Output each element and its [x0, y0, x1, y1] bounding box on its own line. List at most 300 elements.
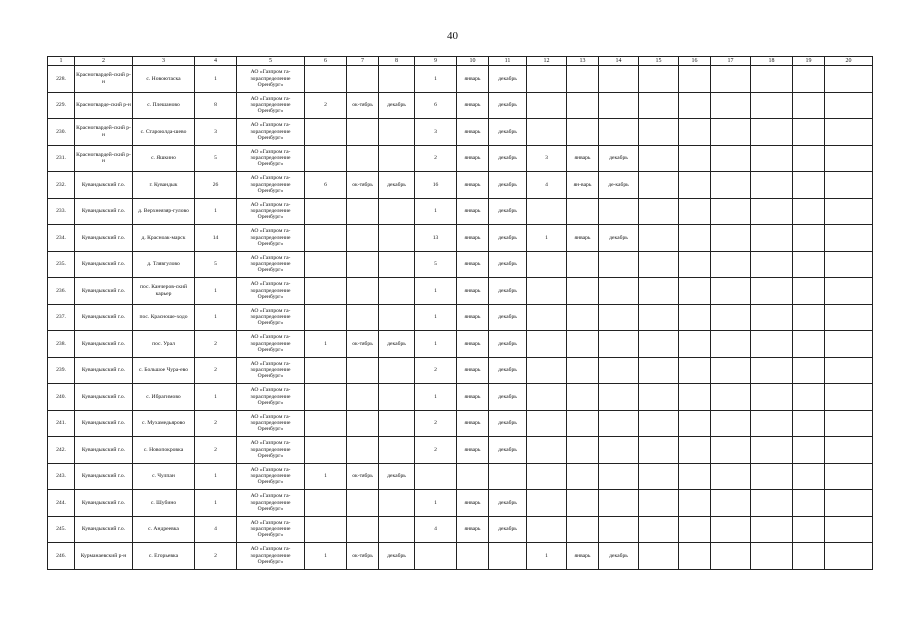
- table-cell: АО «Газпром га-зораспределение Оренбург»: [237, 304, 305, 331]
- table-cell: декабрь: [489, 66, 527, 93]
- column-number: 19: [793, 57, 825, 66]
- table-cell: [379, 119, 415, 146]
- table-cell: [527, 357, 567, 384]
- table-cell: [793, 543, 825, 570]
- table-cell: 2: [415, 410, 457, 437]
- table-cell: [793, 410, 825, 437]
- table-cell: [639, 490, 679, 517]
- column-number: 13: [567, 57, 599, 66]
- table-cell: 246.: [48, 543, 75, 570]
- table-row: [48, 410, 873, 437]
- table-cell: с. Староюлда-шево: [133, 119, 195, 146]
- table-cell: АО «Газпром га-зораспределение Оренбург»: [237, 251, 305, 278]
- table-cell: [639, 119, 679, 146]
- table-cell: [711, 172, 751, 199]
- table-cell: декабрь: [379, 543, 415, 570]
- column-number: 8: [379, 57, 415, 66]
- table-cell: АО «Газпром га-зораспределение Оренбург»: [237, 66, 305, 93]
- table-cell: [711, 92, 751, 119]
- table-cell: [379, 357, 415, 384]
- table-cell: [751, 278, 793, 305]
- table-cell: [679, 410, 711, 437]
- table-cell: [527, 304, 567, 331]
- table-cell: январь: [457, 145, 489, 172]
- table-cell: январь: [567, 145, 599, 172]
- table-cell: [599, 119, 639, 146]
- table-cell: январь: [457, 66, 489, 93]
- table-cell: [527, 463, 567, 490]
- table-cell: 241.: [48, 410, 75, 437]
- table-cell: [751, 463, 793, 490]
- table-cell: [711, 331, 751, 358]
- table-cell: 2: [415, 437, 457, 464]
- column-number: 20: [825, 57, 873, 66]
- table-cell: декабрь: [489, 145, 527, 172]
- table-cell: [793, 225, 825, 252]
- table-cell: [711, 463, 751, 490]
- table-cell: [679, 490, 711, 517]
- table-cell: [347, 304, 379, 331]
- table-row: [48, 66, 873, 93]
- table-cell: [347, 437, 379, 464]
- table-cell: [793, 198, 825, 225]
- table-row: [48, 331, 873, 358]
- table-cell: январь: [457, 384, 489, 411]
- table-cell: [347, 198, 379, 225]
- column-number-row: [48, 57, 873, 66]
- table-cell: [599, 92, 639, 119]
- table-cell: [825, 251, 873, 278]
- table-cell: [793, 357, 825, 384]
- table-cell: Кувандыкский г.о.: [75, 384, 133, 411]
- table-cell: [527, 66, 567, 93]
- column-number: 2: [75, 57, 133, 66]
- column-number: 15: [639, 57, 679, 66]
- column-number: 3: [133, 57, 195, 66]
- table-cell: [711, 437, 751, 464]
- table-cell: [793, 384, 825, 411]
- table-cell: 245.: [48, 516, 75, 543]
- table-cell: Кувандыкский г.о.: [75, 172, 133, 199]
- table-cell: с. Чулпан: [133, 463, 195, 490]
- table-cell: [527, 516, 567, 543]
- table-cell: АО «Газпром га-зораспределение Оренбург»: [237, 516, 305, 543]
- table-cell: [711, 357, 751, 384]
- table-cell: с. Новопокровка: [133, 437, 195, 464]
- table-cell: 5: [195, 145, 237, 172]
- table-cell: с. Большое Чура-ево: [133, 357, 195, 384]
- table-cell: [793, 251, 825, 278]
- table-cell: АО «Газпром га-зораспределение Оренбург»: [237, 119, 305, 146]
- table-cell: [305, 384, 347, 411]
- table-cell: Кувандыкский г.о.: [75, 331, 133, 358]
- table-cell: [347, 251, 379, 278]
- table-row: [48, 490, 873, 517]
- table-cell: декабрь: [489, 172, 527, 199]
- table-cell: [825, 463, 873, 490]
- table-cell: [527, 92, 567, 119]
- table-cell: 1: [527, 543, 567, 570]
- table-cell: [599, 198, 639, 225]
- table-row: [48, 278, 873, 305]
- table-cell: АО «Газпром га-зораспределение Оренбург»: [237, 384, 305, 411]
- table-cell: [679, 543, 711, 570]
- table-cell: [751, 251, 793, 278]
- table-cell: [305, 198, 347, 225]
- table-cell: г. Кувандык: [133, 172, 195, 199]
- table-cell: 14: [195, 225, 237, 252]
- table-cell: Кувандыкский г.о.: [75, 251, 133, 278]
- column-number: 12: [527, 57, 567, 66]
- table-cell: [527, 278, 567, 305]
- table-cell: [347, 410, 379, 437]
- table-cell: [305, 251, 347, 278]
- table-cell: декабрь: [379, 172, 415, 199]
- table-cell: [639, 543, 679, 570]
- column-number: 4: [195, 57, 237, 66]
- table-cell: 2: [195, 437, 237, 464]
- table-cell: [305, 225, 347, 252]
- table-cell: [567, 490, 599, 517]
- table-cell: 1: [195, 463, 237, 490]
- table-cell: 229.: [48, 92, 75, 119]
- table-cell: декабрь: [489, 384, 527, 411]
- table-cell: январь: [457, 437, 489, 464]
- table-cell: 3: [415, 119, 457, 146]
- table-cell: [711, 304, 751, 331]
- table-row: [48, 198, 873, 225]
- table-cell: [305, 119, 347, 146]
- table-cell: [639, 357, 679, 384]
- table-cell: [679, 463, 711, 490]
- table-cell: [527, 198, 567, 225]
- table-cell: [825, 278, 873, 305]
- table-cell: Кувандыкский г.о.: [75, 278, 133, 305]
- table-cell: 1: [195, 304, 237, 331]
- table-cell: [567, 66, 599, 93]
- table-cell: январь: [567, 225, 599, 252]
- table-cell: 13: [415, 225, 457, 252]
- table-cell: с. Шубино: [133, 490, 195, 517]
- table-cell: [599, 251, 639, 278]
- table-row: [48, 119, 873, 146]
- table-cell: АО «Газпром га-зораспределение Оренбург»: [237, 410, 305, 437]
- table-cell: [379, 516, 415, 543]
- table-cell: [457, 463, 489, 490]
- table-cell: декабрь: [489, 225, 527, 252]
- table-cell: [305, 304, 347, 331]
- table-cell: январь: [457, 304, 489, 331]
- table-cell: [305, 410, 347, 437]
- table-cell: [679, 66, 711, 93]
- table-cell: АО «Газпром га-зораспределение Оренбург»: [237, 92, 305, 119]
- table-cell: [599, 66, 639, 93]
- table-cell: [639, 198, 679, 225]
- table-cell: 235.: [48, 251, 75, 278]
- table-cell: [305, 66, 347, 93]
- table-cell: 26: [195, 172, 237, 199]
- table-cell: [751, 225, 793, 252]
- table-cell: [793, 516, 825, 543]
- table-cell: [751, 331, 793, 358]
- table-cell: [379, 66, 415, 93]
- table-cell: декабрь: [489, 490, 527, 517]
- table-cell: 2: [195, 410, 237, 437]
- table-cell: 4: [415, 516, 457, 543]
- table-cell: 234.: [48, 225, 75, 252]
- table-cell: декабрь: [489, 92, 527, 119]
- table-cell: [711, 251, 751, 278]
- table-cell: пос. Канчеров-ский карьер: [133, 278, 195, 305]
- table-cell: декабрь: [489, 198, 527, 225]
- table-cell: декабрь: [489, 516, 527, 543]
- table-cell: [751, 92, 793, 119]
- table-cell: ок-тябрь: [347, 92, 379, 119]
- table-cell: [751, 410, 793, 437]
- table-cell: [527, 119, 567, 146]
- table-cell: [825, 92, 873, 119]
- table-cell: декабрь: [379, 331, 415, 358]
- table-cell: пос. Урал: [133, 331, 195, 358]
- table-cell: [825, 437, 873, 464]
- table-cell: 8: [195, 92, 237, 119]
- table-cell: ок-тябрь: [347, 463, 379, 490]
- table-cell: АО «Газпром га-зораспределение Оренбург»: [237, 145, 305, 172]
- table-cell: [711, 516, 751, 543]
- table-cell: [825, 172, 873, 199]
- table-cell: 1: [195, 490, 237, 517]
- table-cell: Кувандыкский г.о.: [75, 410, 133, 437]
- table-cell: АО «Газпром га-зораспределение Оренбург»: [237, 198, 305, 225]
- column-number: 14: [599, 57, 639, 66]
- table-cell: [825, 145, 873, 172]
- table-cell: Кувандыкский г.о.: [75, 463, 133, 490]
- table-cell: 1: [527, 225, 567, 252]
- table-cell: [599, 278, 639, 305]
- table-cell: 238.: [48, 331, 75, 358]
- table-cell: 6: [415, 92, 457, 119]
- table-cell: 2: [195, 543, 237, 570]
- table-cell: январь: [457, 410, 489, 437]
- table-cell: АО «Газпром га-зораспределение Оренбург»: [237, 331, 305, 358]
- table-cell: [751, 66, 793, 93]
- table-cell: [751, 304, 793, 331]
- table-cell: [639, 225, 679, 252]
- table-cell: [825, 384, 873, 411]
- table-cell: [379, 145, 415, 172]
- table-cell: [599, 516, 639, 543]
- table-cell: [751, 357, 793, 384]
- table-cell: [825, 516, 873, 543]
- table-cell: 1: [415, 198, 457, 225]
- table-cell: [639, 331, 679, 358]
- table-cell: [567, 304, 599, 331]
- table-cell: декабрь: [599, 225, 639, 252]
- table-cell: Кувандыкский г.о.: [75, 516, 133, 543]
- table-cell: [599, 410, 639, 437]
- table-cell: с. Андреевка: [133, 516, 195, 543]
- table-cell: АО «Газпром га-зораспределение Оренбург»: [237, 437, 305, 464]
- table-cell: [599, 357, 639, 384]
- table-cell: [711, 225, 751, 252]
- table-cell: [347, 516, 379, 543]
- table-cell: [599, 463, 639, 490]
- table-cell: [415, 463, 457, 490]
- table-cell: [793, 66, 825, 93]
- table-cell: декабрь: [489, 278, 527, 305]
- table-cell: [489, 543, 527, 570]
- table-cell: [793, 172, 825, 199]
- table-cell: январь: [457, 278, 489, 305]
- table-cell: [567, 437, 599, 464]
- table-cell: [305, 516, 347, 543]
- table-cell: ок-тябрь: [347, 543, 379, 570]
- table-row: [48, 463, 873, 490]
- table-row: [48, 251, 873, 278]
- table-row: [48, 516, 873, 543]
- table-cell: январь: [457, 225, 489, 252]
- table-cell: [379, 278, 415, 305]
- table-cell: декабрь: [489, 437, 527, 464]
- table-cell: [379, 384, 415, 411]
- table-cell: АО «Газпром га-зораспределение Оренбург»: [237, 278, 305, 305]
- table-cell: [793, 437, 825, 464]
- column-number: 9: [415, 57, 457, 66]
- table-cell: [711, 198, 751, 225]
- column-number: 10: [457, 57, 489, 66]
- column-number: 17: [711, 57, 751, 66]
- table-cell: [679, 384, 711, 411]
- table-cell: 2: [415, 145, 457, 172]
- column-number: 18: [751, 57, 793, 66]
- table-cell: [825, 66, 873, 93]
- table-cell: 231.: [48, 145, 75, 172]
- table-cell: [825, 331, 873, 358]
- table-cell: [825, 225, 873, 252]
- table-cell: [711, 543, 751, 570]
- table-cell: 4: [527, 172, 567, 199]
- table-cell: с. Плешаново: [133, 92, 195, 119]
- table-cell: 1: [305, 331, 347, 358]
- table-cell: [527, 251, 567, 278]
- table-cell: Кувандыкский г.о.: [75, 357, 133, 384]
- table-cell: ян-варь: [567, 172, 599, 199]
- table-cell: январь: [457, 516, 489, 543]
- table-cell: январь: [457, 490, 489, 517]
- table-cell: [793, 145, 825, 172]
- table-cell: январь: [457, 119, 489, 146]
- table-cell: [751, 543, 793, 570]
- table-cell: [639, 172, 679, 199]
- table-cell: [679, 357, 711, 384]
- table-row: [48, 145, 873, 172]
- table-cell: [793, 331, 825, 358]
- table-cell: [751, 172, 793, 199]
- table-cell: с. Ибрагимово: [133, 384, 195, 411]
- table-cell: [751, 198, 793, 225]
- table-cell: 1: [415, 384, 457, 411]
- table-cell: 230.: [48, 119, 75, 146]
- table-cell: АО «Газпром га-зораспределение Оренбург»: [237, 172, 305, 199]
- table-cell: пос. Красноше-ходо: [133, 304, 195, 331]
- table-cell: январь: [457, 172, 489, 199]
- table-cell: [379, 410, 415, 437]
- table-cell: д. Красноак-марск: [133, 225, 195, 252]
- table-cell: [711, 145, 751, 172]
- table-cell: д. Тлявгулово: [133, 251, 195, 278]
- table-cell: [599, 331, 639, 358]
- table-cell: январь: [457, 251, 489, 278]
- table-cell: [379, 198, 415, 225]
- table-cell: 244.: [48, 490, 75, 517]
- table-cell: [567, 331, 599, 358]
- table-cell: [711, 119, 751, 146]
- table-cell: 237.: [48, 304, 75, 331]
- table-cell: 243.: [48, 463, 75, 490]
- table-cell: [751, 490, 793, 517]
- table-cell: 233.: [48, 198, 75, 225]
- table-cell: декабрь: [489, 119, 527, 146]
- table-row: [48, 384, 873, 411]
- table-cell: [347, 66, 379, 93]
- table-cell: 1: [305, 543, 347, 570]
- table-cell: [679, 304, 711, 331]
- table-cell: [825, 543, 873, 570]
- table-cell: [639, 384, 679, 411]
- table-cell: [347, 119, 379, 146]
- table-cell: с. Мухамедьярово: [133, 410, 195, 437]
- table-cell: [527, 384, 567, 411]
- table-row: [48, 304, 873, 331]
- table-cell: [793, 92, 825, 119]
- table-cell: де-кабрь: [599, 172, 639, 199]
- table-cell: 2: [195, 331, 237, 358]
- table-cell: [679, 198, 711, 225]
- table-cell: 1: [195, 66, 237, 93]
- table-cell: с. Егорьевка: [133, 543, 195, 570]
- table-cell: 232.: [48, 172, 75, 199]
- table-cell: [567, 357, 599, 384]
- table-cell: [679, 331, 711, 358]
- column-number: 11: [489, 57, 527, 66]
- table-cell: [527, 437, 567, 464]
- table-row: [48, 357, 873, 384]
- table-cell: [567, 384, 599, 411]
- table-cell: декабрь: [379, 92, 415, 119]
- table-cell: ок-тябрь: [347, 331, 379, 358]
- table-cell: декабрь: [599, 145, 639, 172]
- table-cell: [567, 198, 599, 225]
- table-cell: [711, 384, 751, 411]
- table-cell: [305, 145, 347, 172]
- table-cell: [639, 145, 679, 172]
- table-cell: январь: [457, 357, 489, 384]
- table-cell: [679, 516, 711, 543]
- table-cell: 2: [195, 357, 237, 384]
- table-cell: [793, 119, 825, 146]
- table-cell: [599, 437, 639, 464]
- table-cell: [639, 463, 679, 490]
- table-cell: АО «Газпром га-зораспределение Оренбург»: [237, 357, 305, 384]
- table-cell: 5: [415, 251, 457, 278]
- table-cell: [751, 516, 793, 543]
- table-cell: [825, 410, 873, 437]
- table-cell: 1: [415, 490, 457, 517]
- table-cell: [527, 331, 567, 358]
- table-cell: Красногвардей-ский р-н: [75, 145, 133, 172]
- table-cell: декабрь: [489, 304, 527, 331]
- table-cell: [679, 437, 711, 464]
